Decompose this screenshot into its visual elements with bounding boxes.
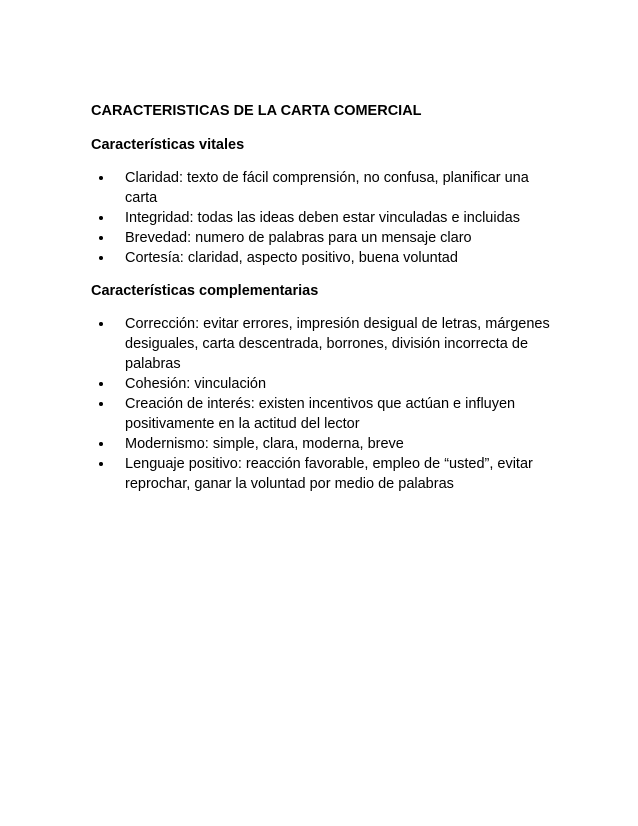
bullet-icon [99, 382, 103, 386]
section-vital-characteristics [91, 135, 561, 268]
list-item [91, 374, 561, 394]
document-body [91, 101, 561, 507]
list-item [91, 228, 561, 248]
list-item-text: Lenguaje positivo: reacción favorable, empleo de “usted”, evitar reprochar, ganar la voluntad por medio de palabras [125, 456, 533, 492]
bullet-icon [99, 402, 103, 406]
list-item [91, 454, 561, 494]
section-complementary-characteristics [91, 281, 561, 494]
list-item-text: Corrección: evitar errores, impresión desigual de letras, márgenes desiguales, carta descentrada, borrones, división incorrecta de palabras [125, 316, 550, 372]
list-item-text: Modernismo: simple, clara, moderna, breve [125, 436, 404, 452]
bullet-list [91, 314, 561, 494]
bullet-icon [99, 462, 103, 466]
list-item [91, 394, 561, 434]
list-item-text: Claridad: texto de fácil comprensión, no confusa, planificar una carta [125, 170, 529, 206]
list-item [91, 248, 561, 268]
list-item [91, 434, 561, 454]
bullet-icon [99, 442, 103, 446]
list-item [91, 314, 561, 374]
list-item-text: Integridad: todas las ideas deben estar vinculadas e incluidas [125, 210, 520, 226]
list-item [91, 208, 561, 228]
bullet-icon [99, 176, 103, 180]
section-heading: Características vitales [91, 137, 245, 153]
list-item-text: Cortesía: claridad, aspecto positivo, buena voluntad [125, 250, 458, 266]
document-title: CARACTERISTICAS DE LA CARTA COMERCIAL [91, 103, 422, 119]
section-heading: Características complementarias [91, 283, 319, 299]
bullet-icon [99, 322, 103, 326]
bullet-icon [99, 236, 103, 240]
list-item-text: Brevedad: numero de palabras para un mensaje claro [125, 230, 472, 246]
list-item-text: Creación de interés: existen incentivos que actúan e influyen positivamente en la actitud del lector [125, 396, 516, 432]
list-item-text: Cohesión: vinculación [125, 376, 267, 392]
bullet-icon [99, 216, 103, 220]
list-item [91, 168, 561, 208]
bullet-icon [99, 256, 103, 260]
bullet-list [91, 168, 561, 268]
